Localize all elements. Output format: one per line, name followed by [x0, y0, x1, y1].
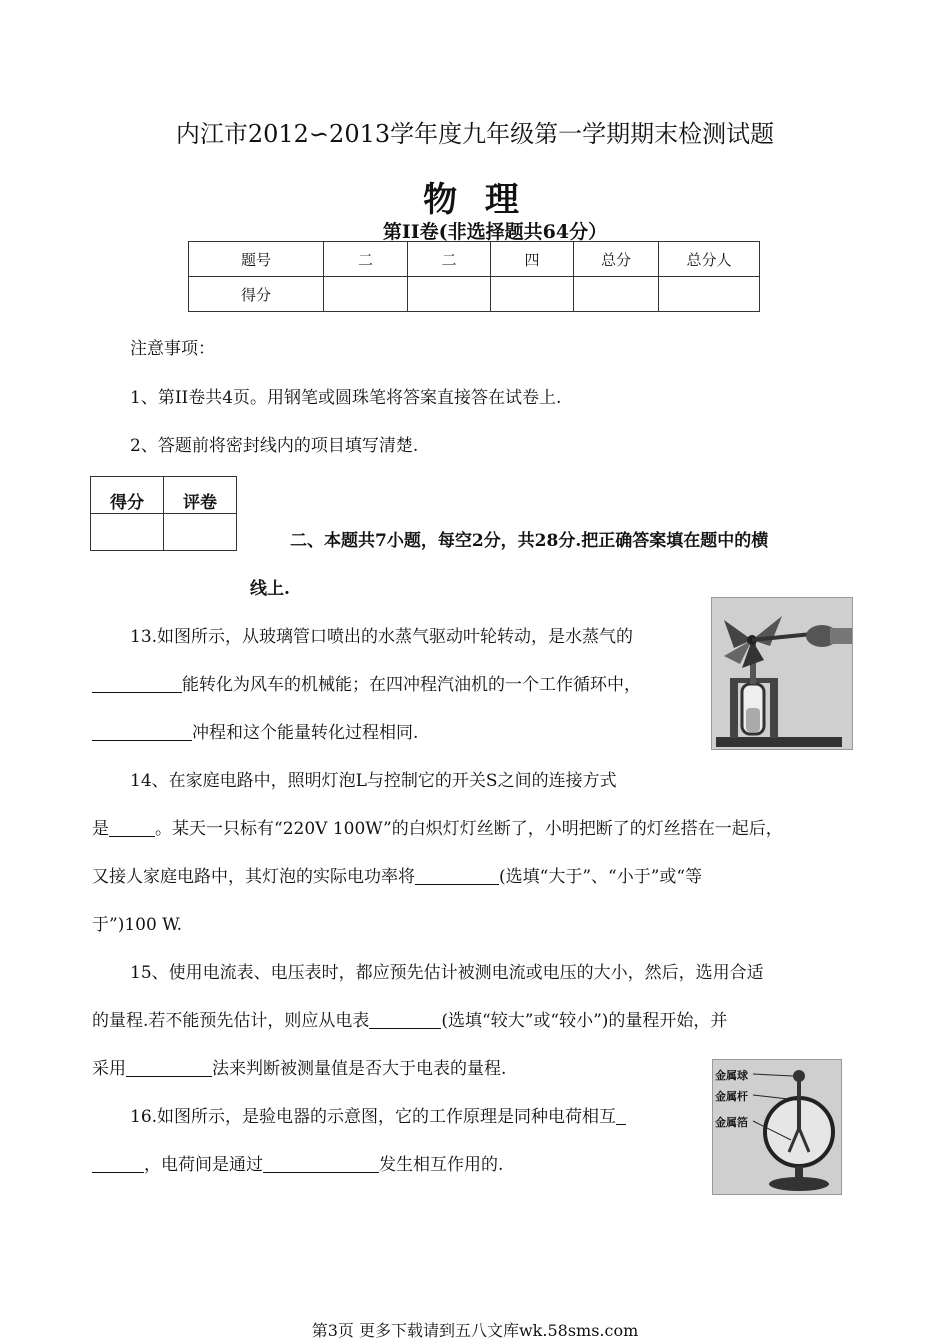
- score-cell[interactable]: [324, 277, 408, 312]
- q15-line3-lead: 采用: [92, 1059, 126, 1079]
- q16-line1: [130, 1102, 626, 1127]
- notes-item-2: 2、答题前将密封线内的项目填写清楚.: [130, 436, 419, 456]
- electroscope-figure: [712, 1059, 842, 1195]
- q14-line3-lead: 又接人家庭电路中，其灯泡的实际电功率将: [92, 867, 415, 887]
- score-header-cell: 四: [491, 242, 574, 277]
- q15-line3: [92, 1054, 506, 1079]
- answer-blank[interactable]: [109, 818, 155, 837]
- score-cell[interactable]: [574, 277, 659, 312]
- grader-table: [90, 476, 237, 551]
- q13-line3-text: 冲程和这个能量转化过程相同.: [192, 723, 419, 743]
- q15-line2: [92, 1006, 727, 1031]
- q14-line2-lead: 是: [92, 819, 109, 839]
- section-title: 第II卷(非选择题共64分）: [382, 221, 608, 243]
- answer-blank[interactable]: [263, 1154, 379, 1173]
- subject-title: 物 理: [423, 180, 527, 220]
- q16-line2: [92, 1150, 503, 1175]
- q14-line3: [92, 862, 702, 887]
- notes-heading: 注意事项：: [130, 339, 215, 359]
- q14-line3-text: (选填“大于”、“小于”或“等: [499, 867, 703, 887]
- score-cell[interactable]: [408, 277, 491, 312]
- q13-line3: [92, 718, 418, 743]
- q15-line1: 15、使用电流表、电压表时，都应预先估计被测电流或电压的大小，然后，选用合适: [130, 963, 764, 983]
- answer-blank[interactable]: [616, 1106, 626, 1125]
- notes-item-1: 1、第II卷共4页。用钢笔或圆珠笔将答案直接答在试卷上.: [130, 388, 562, 408]
- score-header-cell: 题号: [189, 242, 324, 277]
- score-header-cell: 总分: [574, 242, 659, 277]
- steam-pinwheel-figure: [711, 597, 853, 750]
- label-metal-ball: 金属球: [715, 1069, 748, 1082]
- exam-title: 内江市2012∽2013学年度九年级第一学期期末检测试题: [175, 120, 775, 148]
- q13-line1: 13.如图所示，从玻璃管口喷出的水蒸气驱动叶轮转动，是水蒸气的: [130, 627, 634, 647]
- score-table-score-row: [189, 277, 760, 312]
- q13-line2-text: 能转化为风车的机械能；在四冲程汽油机的一个工作循环中，: [182, 675, 641, 695]
- score-header-cell: 总分人: [659, 242, 760, 277]
- answer-blank[interactable]: [92, 722, 192, 741]
- score-header-cell: 二: [408, 242, 491, 277]
- q15-line2-text: (选填“较大”或“较小”)的量程开始，并: [441, 1011, 728, 1031]
- q15-line2-lead: 的量程.若不能预先估计，则应从电表: [92, 1011, 370, 1031]
- label-metal-foil: 金属箔: [715, 1116, 748, 1129]
- score-table-header-row: [189, 242, 760, 277]
- score-header-cell: 二: [324, 242, 408, 277]
- grader-score-cell[interactable]: [91, 514, 164, 551]
- answer-blank[interactable]: [369, 1010, 441, 1029]
- answer-blank[interactable]: [126, 1058, 212, 1077]
- steam-pinwheel-icon: [712, 598, 852, 749]
- answer-blank[interactable]: [415, 866, 499, 885]
- score-row-label: 得分: [189, 277, 324, 312]
- q14-line2-text: 。某天一只标有“220V 100W”的白炽灯灯丝断了，小明把断了的灯丝搭在一起后，: [155, 819, 783, 839]
- grader-reviewer-cell[interactable]: [164, 514, 237, 551]
- answer-blank[interactable]: [92, 674, 182, 693]
- q14-line2: [92, 814, 783, 839]
- q16-line2-text: 发生相互作用的.: [379, 1155, 504, 1175]
- page-footer: 第3页 更多下载请到五八文库wk.58sms.com: [311, 1321, 639, 1340]
- q13-line2: [92, 670, 641, 695]
- q15-line3-text: 法来判断被测量值是否大于电表的量程.: [212, 1059, 507, 1079]
- grader-score-label: 得分: [91, 477, 164, 514]
- label-metal-rod: 金属杆: [715, 1090, 748, 1103]
- q16-line1-text: 16.如图所示，是验电器的示意图，它的工作原理是同种电荷相互: [130, 1107, 617, 1127]
- q14-line4: 于”)100 W.: [92, 915, 183, 935]
- score-cell[interactable]: [491, 277, 574, 312]
- q16-line2-lead: ，电荷间是通过: [144, 1155, 263, 1175]
- grader-reviewer-label: 评卷: [164, 477, 237, 514]
- part2-instruction-line1: 二、本题共7小题，每空2分，共28分.把正确答案填在题中的横: [290, 531, 769, 551]
- score-table: [188, 241, 760, 312]
- answer-blank[interactable]: [92, 1154, 144, 1173]
- q14-line1: 14、在家庭电路中，照明灯泡L与控制它的开关S之间的连接方式: [130, 771, 617, 791]
- part2-instruction-line2: 线上.: [250, 579, 290, 599]
- score-cell[interactable]: [659, 277, 760, 312]
